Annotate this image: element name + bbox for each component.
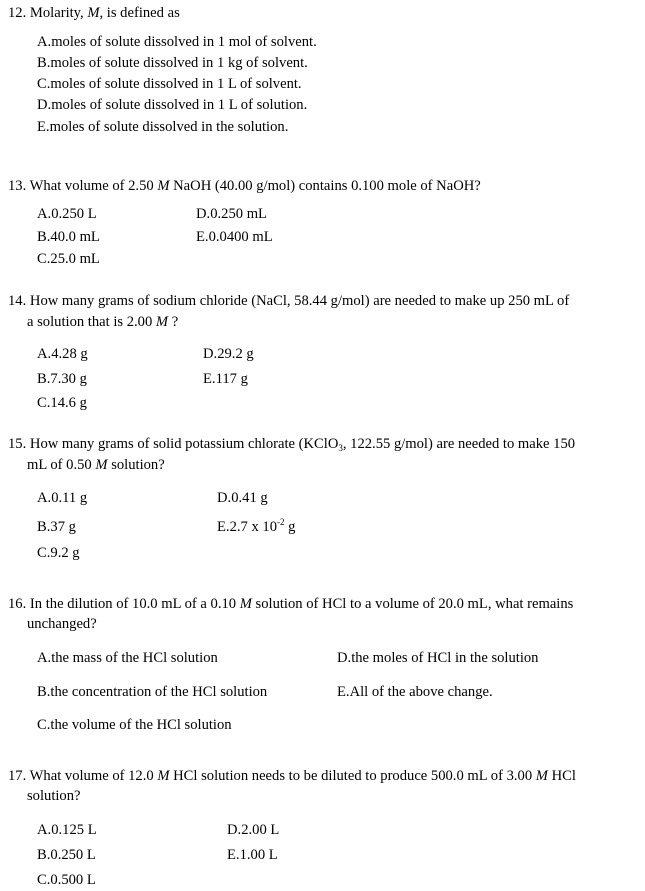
option-text: 29.2 g bbox=[217, 346, 254, 362]
option-letter: D. bbox=[337, 650, 352, 666]
q15-option-b[interactable] bbox=[37, 520, 76, 535]
question-12-stem bbox=[8, 6, 180, 21]
stem-text: solution of HCl to a volume of 20.0 mL, what remains bbox=[251, 596, 574, 612]
stem-text: solution? bbox=[27, 788, 81, 804]
option-letter: D. bbox=[217, 490, 232, 506]
option-text: 4.28 g bbox=[51, 346, 88, 362]
option-text: moles of solute dissolved in the solution. bbox=[49, 119, 289, 135]
q14-option-b[interactable] bbox=[37, 372, 87, 387]
q12-option-e[interactable] bbox=[37, 120, 288, 135]
option-text: moles of solute dissolved in 1 L of solution. bbox=[51, 97, 308, 113]
option-letter: E. bbox=[217, 519, 230, 535]
option-text: 0.500 L bbox=[50, 872, 96, 888]
option-letter: D. bbox=[196, 206, 211, 222]
option-letter: C. bbox=[37, 545, 51, 561]
option-letter: A. bbox=[37, 822, 52, 838]
subscript: 3 bbox=[338, 443, 343, 453]
q15-option-e[interactable] bbox=[217, 517, 296, 535]
option-text: 0.250 mL bbox=[210, 206, 267, 222]
q12-option-c[interactable] bbox=[37, 77, 302, 92]
stem-text: ? bbox=[168, 314, 179, 330]
option-text: 2.7 x 10 bbox=[229, 519, 278, 535]
molarity-symbol: M bbox=[155, 314, 169, 330]
stem-text: HCl bbox=[547, 768, 576, 784]
option-text: 0.11 g bbox=[51, 490, 88, 506]
option-text: the concentration of the HCl solution bbox=[50, 684, 268, 700]
option-text: moles of solute dissolved in 1 L of solvent. bbox=[50, 76, 302, 92]
option-text: the volume of the HCl solution bbox=[50, 717, 232, 733]
question-14-stem-line1 bbox=[8, 294, 569, 309]
option-letter: B. bbox=[37, 519, 51, 535]
q12-option-b[interactable] bbox=[37, 56, 308, 71]
option-text: 14.6 g bbox=[50, 395, 87, 411]
molarity-symbol: M bbox=[95, 457, 108, 473]
option-letter: A. bbox=[37, 490, 52, 506]
q17-option-c[interactable] bbox=[37, 873, 96, 888]
stem-text: Molarity, bbox=[29, 5, 88, 21]
q16-option-e[interactable] bbox=[337, 685, 493, 700]
superscript: -2 bbox=[277, 517, 285, 527]
option-text: 0.0400 mL bbox=[208, 229, 273, 245]
q15-option-a[interactable] bbox=[37, 491, 87, 506]
q13-option-c[interactable] bbox=[37, 252, 100, 267]
q15-option-d[interactable] bbox=[217, 491, 268, 506]
option-text: 0.250 L bbox=[50, 847, 96, 863]
stem-text: In the dilution of 10.0 mL of a 0.10 bbox=[29, 596, 240, 612]
q13-option-a[interactable] bbox=[37, 207, 97, 222]
q16-option-b[interactable] bbox=[37, 685, 267, 700]
option-letter: C. bbox=[37, 76, 51, 92]
option-letter: E. bbox=[196, 229, 209, 245]
option-text: 37 g bbox=[50, 519, 76, 535]
question-16-stem-line1 bbox=[8, 597, 573, 612]
stem-text: What volume of 2.50 bbox=[29, 178, 158, 194]
option-text: 2.00 L bbox=[241, 822, 280, 838]
q12-option-d[interactable] bbox=[37, 98, 307, 113]
stem-text: a solution that is 2.00 bbox=[27, 314, 156, 330]
option-letter: D. bbox=[37, 97, 52, 113]
option-letter: B. bbox=[37, 847, 51, 863]
stem-text: mL of 0.50 bbox=[27, 457, 96, 473]
question-number: 12. bbox=[8, 5, 27, 21]
q17-option-b[interactable] bbox=[37, 848, 96, 863]
option-text: the moles of HCl in the solution bbox=[351, 650, 539, 666]
question-17-stem-line2 bbox=[27, 789, 81, 804]
option-text: moles of solute dissolved in 1 mol of solvent. bbox=[51, 34, 317, 50]
option-text: 117 g bbox=[215, 371, 248, 387]
question-number: 16. bbox=[8, 596, 27, 612]
option-text: 0.125 L bbox=[51, 822, 97, 838]
option-letter: C. bbox=[37, 251, 51, 267]
molarity-symbol: M bbox=[239, 596, 252, 612]
stem-text: , 122.55 g/mol) are needed to make 150 bbox=[342, 436, 576, 452]
option-text: moles of solute dissolved in 1 kg of solvent. bbox=[50, 55, 308, 71]
q17-option-a[interactable] bbox=[37, 823, 97, 838]
q13-option-e[interactable] bbox=[196, 230, 273, 245]
option-letter: C. bbox=[37, 717, 51, 733]
option-letter: C. bbox=[37, 395, 51, 411]
option-text: 0.41 g bbox=[231, 490, 268, 506]
option-letter: E. bbox=[337, 684, 350, 700]
option-letter: B. bbox=[37, 229, 51, 245]
q17-option-d[interactable] bbox=[227, 823, 279, 838]
stem-text: NaOH (40.00 g/mol) contains 0.100 mole of NaOH? bbox=[169, 178, 481, 194]
option-letter: B. bbox=[37, 55, 51, 71]
question-15-stem-line2 bbox=[27, 458, 165, 473]
question-17-stem-line1 bbox=[8, 769, 576, 784]
stem-text: How many grams of solid potassium chlorate (KClO bbox=[29, 436, 339, 452]
option-text: 40.0 mL bbox=[50, 229, 100, 245]
option-text: 7.30 g bbox=[50, 371, 87, 387]
molarity-symbol: M bbox=[157, 178, 170, 194]
option-text: 1.00 L bbox=[239, 847, 278, 863]
molarity-symbol: M bbox=[535, 768, 548, 784]
option-text: 25.0 mL bbox=[50, 251, 100, 267]
q13-option-d[interactable] bbox=[196, 207, 267, 222]
option-text: 9.2 g bbox=[50, 545, 80, 561]
option-letter: A. bbox=[37, 650, 52, 666]
option-letter: D. bbox=[203, 346, 218, 362]
option-letter: E. bbox=[37, 119, 50, 135]
q12-option-a[interactable] bbox=[37, 35, 317, 50]
option-text: 0.250 L bbox=[51, 206, 97, 222]
stem-text: How many grams of sodium chloride (NaCl, 58.44 g/mol) are needed to make up 250 mL of bbox=[29, 293, 570, 309]
option-letter: B. bbox=[37, 684, 51, 700]
q14-option-a[interactable] bbox=[37, 347, 88, 362]
option-letter: E. bbox=[227, 847, 240, 863]
question-number: 15. bbox=[8, 436, 27, 452]
option-letter: A. bbox=[37, 34, 52, 50]
molarity-symbol: M bbox=[87, 5, 100, 21]
option-text: the mass of the HCl solution bbox=[51, 650, 218, 666]
question-15-stem-line1 bbox=[8, 437, 575, 452]
question-number: 17. bbox=[8, 768, 27, 784]
option-letter: B. bbox=[37, 371, 51, 387]
question-14-stem-line2 bbox=[27, 315, 178, 330]
q14-option-d[interactable] bbox=[203, 347, 254, 362]
question-16-stem-line2 bbox=[27, 617, 97, 632]
stem-text: , is defined as bbox=[99, 5, 180, 21]
question-number: 13. bbox=[8, 178, 27, 194]
option-letter: E. bbox=[203, 371, 216, 387]
question-13-stem bbox=[8, 179, 481, 194]
stem-text: HCl solution needs to be diluted to produce 500.0 mL of 3.00 bbox=[169, 768, 536, 784]
q13-option-b[interactable] bbox=[37, 230, 100, 245]
q14-option-e[interactable] bbox=[203, 372, 248, 387]
molarity-symbol: M bbox=[157, 768, 170, 784]
stem-text: unchanged? bbox=[27, 616, 97, 632]
option-letter: D. bbox=[227, 822, 242, 838]
q17-option-e[interactable] bbox=[227, 848, 278, 863]
q16-option-c[interactable] bbox=[37, 718, 232, 733]
option-letter: A. bbox=[37, 346, 52, 362]
option-letter: A. bbox=[37, 206, 52, 222]
q16-option-d[interactable] bbox=[337, 651, 538, 666]
option-text: All of the above change. bbox=[349, 684, 493, 700]
q14-option-c[interactable] bbox=[37, 396, 87, 411]
stem-text: solution? bbox=[107, 457, 165, 473]
q15-option-c[interactable] bbox=[37, 546, 80, 561]
question-number: 14. bbox=[8, 293, 27, 309]
option-text: g bbox=[284, 519, 296, 535]
option-letter: C. bbox=[37, 872, 51, 888]
stem-text: What volume of 12.0 bbox=[29, 768, 158, 784]
q16-option-a[interactable] bbox=[37, 651, 218, 666]
